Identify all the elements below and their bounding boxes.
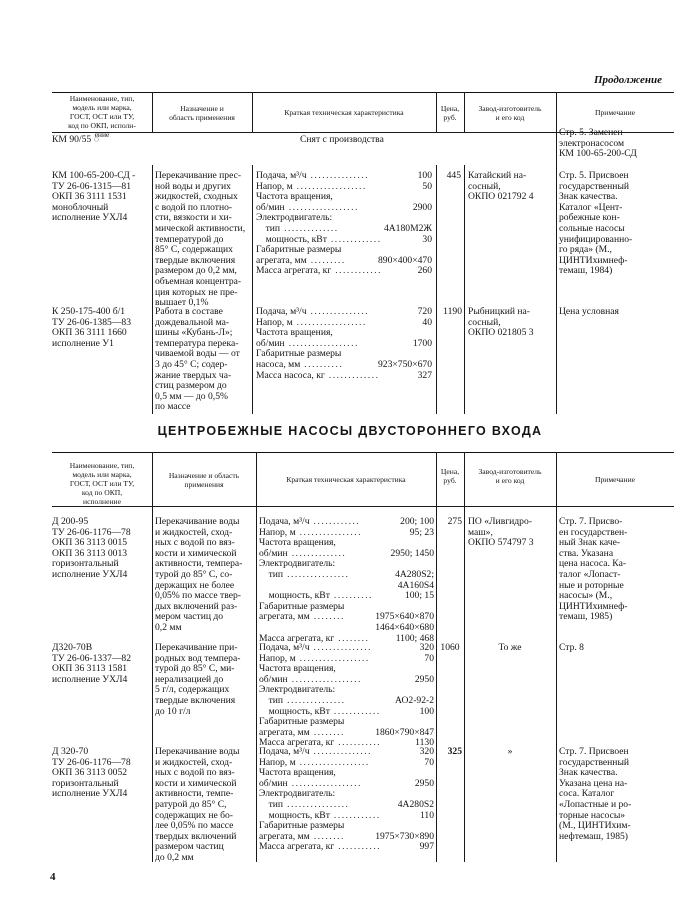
row-k250-spec [256, 307, 432, 381]
spec-label: Подача, м³/ч [259, 746, 310, 757]
spec-label: Масса агрегата, кг [259, 632, 335, 644]
header2-tech: Краткая техническая характеристика [286, 475, 406, 484]
spec-label: об/мин [259, 777, 288, 789]
spec-value: 30 [422, 233, 432, 245]
header-note: Примечание [594, 108, 636, 117]
spec-leader-dots: ............... [310, 306, 370, 317]
spec-leader-dots: ........ [313, 726, 345, 738]
spec-row [256, 307, 432, 318]
spec-label: агрегата, мм [259, 726, 310, 738]
spec-leader-dots: .................. [288, 201, 359, 213]
spec-label: Напор, м [259, 652, 296, 664]
spec-label: мощность, кВт [259, 590, 330, 602]
spec-leader-dots: ......... [310, 254, 346, 266]
spec-value: 890×400×470 [378, 254, 432, 266]
spec-label: Масса агрегата, кг [259, 841, 335, 853]
spec-value: 2950 [414, 777, 434, 789]
spec-leader-dots: ........ [313, 830, 345, 842]
spec-value: 95; 23 [409, 526, 434, 538]
header-purpose: Назначение и область применения [169, 104, 235, 122]
row-km9055-status: Снят с производства [300, 134, 384, 145]
spec-label: Подача, м³/ч [256, 170, 307, 181]
row-d200-note: Стр. 7. Присво- ен государствен- ный Знак каче- ства. Указана цена насоса. Ка- талог «Лопаст- ные и роторные насосы» (М., ЦИНТИхимнеф- темаш, 1985) [559, 516, 628, 623]
spec-value: 4А180М2Ж [383, 222, 432, 234]
table2-top-rule [52, 452, 674, 453]
spec-label: агрегата, мм [259, 611, 310, 623]
spec-value: 320 [419, 746, 434, 757]
spec-value: 327 [417, 369, 432, 381]
spec-leader-dots: ........ [313, 611, 345, 623]
spec-label: агрегата, мм [259, 830, 310, 842]
spec-row [256, 224, 432, 235]
table2-body-divider [464, 506, 465, 862]
spec-row [259, 800, 434, 811]
spec-leader-dots: ............... [310, 170, 370, 181]
spec-value: 720 [417, 306, 432, 317]
spec-leader-dots: ............ [335, 265, 383, 277]
spec-label: Частота вращения, [259, 663, 336, 675]
spec-value: 1860×790×847 [375, 726, 434, 738]
spec-label: мощность, кВт [256, 233, 327, 245]
spec-leader-dots: ............. [328, 369, 380, 381]
spec-row [259, 747, 434, 758]
table2-body-divider [256, 506, 257, 862]
spec-label: Масса агрегата, кг [259, 737, 335, 749]
spec-label: Частота вращения, [256, 191, 333, 203]
row-km100-price: 445 [446, 170, 461, 181]
spec-leader-dots: ........... [338, 737, 382, 749]
row-k250-purpose: Работа в составе дождевальной ма- шины «Кубань-Л»; температура перека- чиваемой воды — от 3 до 45° С; содер- жание твердых ча- стиц размером до 0,5 мм — до 0,5% по массе [155, 306, 240, 413]
spec-value: 4А280S2; [395, 568, 434, 580]
spec-leader-dots: ............ [313, 516, 361, 527]
spec-label: Электродвигатель: [256, 212, 333, 224]
spec-value: 40 [422, 316, 432, 328]
spec-leader-dots: .................. [299, 756, 370, 768]
spec-row [259, 643, 434, 654]
row-d320b-name: Д320-70В ТУ 26-06-1337—82 ОКП 36 3113 1581 исполнение УХЛ4 [52, 642, 132, 685]
row-d320-note: Стр. 7. Присвоен государственный Знак качества. Указана цена на- соса. Каталог «Лопастные и ро- торные насосы» (М., ЦИНТИхим- нефтемаш, 1985) [559, 746, 632, 842]
table1-body-divider [152, 165, 153, 414]
spec-label: Габаритные размеры [256, 244, 342, 256]
table1-body-divider [464, 165, 465, 414]
spec-label: мощность, кВт [259, 705, 330, 717]
spec-leader-dots: ................ [287, 568, 350, 580]
row-d320-maker: » [507, 746, 513, 757]
spec-leader-dots: .................. [296, 180, 367, 192]
spec-leader-dots: ............... [313, 746, 373, 757]
row-d200-price: 275 [447, 516, 462, 527]
spec-label: Напор, м [259, 756, 296, 768]
row-km100-purpose: Перекачивание прес- ной воды и других жидкостей, сходных с водой по плотно- сти, вязкости и хи- мической активности, температурой до 85° С, содержащих твердые включения размером до 0,2 мм, объемная концентра- ция которых не пре- вышает 0,1% [155, 170, 246, 309]
spec-row [259, 623, 434, 634]
spec-label: Частота вращения, [259, 537, 336, 549]
spec-row [256, 266, 432, 277]
row-d320b-note: Стр. 8 [559, 642, 584, 653]
row-k250-note: Цена условная [559, 306, 619, 317]
header2-maker: Завод-изготовитель и его код [478, 467, 542, 485]
spec-value: 1975×730×890 [375, 830, 434, 842]
spec-leader-dots: ................ [299, 526, 363, 538]
table2-body-divider [152, 506, 153, 862]
row-d320b-price: 1060 [440, 642, 460, 653]
spec-leader-dots: .................. [291, 673, 362, 685]
spec-value: 1975×640×870 [375, 611, 434, 623]
spec-value: 100 [417, 170, 432, 181]
spec-leader-dots: .......... [304, 358, 344, 370]
spec-label: тип [259, 694, 284, 706]
spec-label: об/мин [259, 673, 288, 685]
spec-label: Подача, м³/ч [259, 516, 310, 527]
spec-value: 997 [419, 841, 434, 853]
header2-purpose: Назначение и область применения [168, 471, 240, 489]
row-d200-purpose: Перекачивание воды и жидкостей, сход- ных с водой по вяз- кости и химической активности, темпера- турой до 85° С, со- держащих не более 0,05% по массе твер- дых включений раз- мером частиц до 0,2 мм [155, 516, 243, 633]
spec-value: 2950; 1450 [390, 547, 434, 559]
spec-value: 70 [424, 756, 434, 768]
spec-label: об/мин [259, 547, 288, 559]
row-k250-name: К 250-175-400 б/1 ТУ 26-06-1385—83 ОКП 36 3111 1660 исполнение У1 [52, 306, 132, 349]
table1-body-divider [436, 165, 437, 414]
row-d320-name: Д 320-70 ТУ 26-06-1176—78 ОКП 36 3113 0052 горизонтальный исполнение УХЛ4 [52, 746, 131, 800]
spec-value: 320 [419, 642, 434, 653]
row-d200-spec [259, 517, 434, 644]
spec-leader-dots: .................. [299, 652, 370, 664]
row-d320b-spec [259, 643, 434, 749]
spec-value: 70 [424, 652, 434, 664]
row-km100-name: КМ 100-65-200-СД - ТУ 26-06-1315—81 ОКП 36 3111 1531 моноблочный исполнение УХЛ4 [52, 170, 136, 224]
spec-label: Подача, м³/ч [259, 642, 310, 653]
spec-leader-dots: .................. [288, 337, 359, 349]
spec-value: 2950 [414, 673, 434, 685]
header-tech: Краткая техническая характеристика [284, 108, 404, 117]
spec-row [256, 360, 432, 371]
spec-label: мощность, кВт [259, 809, 330, 821]
spec-row [256, 171, 432, 182]
row-d320-purpose: Перекачивание воды и жидкостей, сход- ных с водой по вяз- кости и химической активности, темпе- ратурой до 85° С, содержащих не бо- лее 0,05% по массе твердых включений размером частиц до 0,2 мм [155, 746, 240, 863]
spec-label: об/мин [256, 201, 285, 213]
spec-label: агрегата, мм [256, 254, 307, 266]
spec-label: Частота вращения, [259, 767, 336, 779]
spec-label: Масса агрегата, кг [256, 265, 332, 277]
row-d320b-maker: То же [498, 642, 522, 653]
row-d320b-purpose: Перекачивание при- родных вод темпера- турой до 85° С, ми- нерализацией до 5 г/л, содержащих твердые включения до 10 г/л [155, 642, 241, 717]
row-km9055-note: Стр. 5. Заменен электронасосом КМ 100-65-200-СД [559, 127, 637, 160]
spec-leader-dots: .................. [291, 777, 362, 789]
spec-label: Электродвигатель: [259, 788, 336, 800]
spec-leader-dots: .............. [284, 222, 339, 234]
spec-row [256, 371, 432, 382]
row-km100-spec [256, 171, 432, 277]
spec-label: тип [259, 798, 284, 810]
row-k250-maker: Рыбницкий на- сосный, ОКПО 021805 3 [468, 306, 534, 339]
spec-leader-dots: ............ [333, 809, 381, 821]
spec-label: Напор, м [256, 316, 293, 328]
row-km100-maker: Катайский на- сосный, ОКПО 021792 4 [468, 170, 534, 203]
header2-note: Примечание [594, 475, 636, 484]
spec-value: 4А160S4 [397, 579, 434, 591]
spec-label: об/мин [256, 337, 285, 349]
section-title: ЦЕНТРОБЕЖНЫЕ НАСОСЫ ДВУСТОРОННЕГО ВХОДА [157, 424, 543, 438]
spec-leader-dots: .............. [291, 547, 347, 559]
header-maker: Завод-изготовитель и его код [478, 104, 542, 122]
spec-label: Подача, м³/ч [256, 306, 307, 317]
spec-value: 4А280S2 [397, 798, 434, 810]
spec-leader-dots: ............ [333, 705, 381, 717]
spec-leader-dots: ................ [287, 798, 350, 810]
header2-name: Наименование, тип, модель или марка, ГОСТ, ОСТ или ТУ, код по ОКП, исполнение [69, 461, 135, 506]
spec-value: 110 [419, 809, 434, 821]
spec-row [259, 570, 434, 581]
spec-leader-dots: ........ [338, 632, 370, 644]
spec-value: АО2-92-2 [395, 694, 434, 706]
spec-label: тип [259, 568, 284, 580]
spec-value: 2900 [412, 201, 432, 213]
header-name: Наименование, тип, модель или марка, ГОСТ, ОСТ или ТУ, код по ОКП, исполн- ение [68, 94, 136, 139]
spec-label: Габаритные размеры [256, 348, 342, 360]
table1-body-divider [252, 165, 253, 414]
spec-leader-dots: ............... [313, 642, 373, 653]
spec-leader-dots: .................. [296, 316, 367, 328]
spec-label: Напор, м [259, 526, 296, 538]
continuation-label: Продолжение [593, 74, 662, 86]
row-km100-note: Стр. 5. Присвоен государственный Знак качества. Каталог «Цент- робежные кон- сольные насосы унифицированно- го ряда» (М., ЦИНТИхимнеф- темаш, 1984) [559, 170, 633, 277]
spec-label: Габаритные размеры [259, 716, 345, 728]
spec-label: Частота вращения, [256, 327, 333, 339]
spec-label: насоса, мм [256, 358, 301, 370]
page-number: 4 [50, 871, 56, 883]
table2-header-rule [52, 506, 674, 507]
table2-body-divider [556, 506, 557, 862]
spec-value: 100; 15 [404, 590, 434, 602]
spec-value: 260 [417, 265, 432, 277]
row-d320-spec [259, 747, 434, 853]
spec-label: Масса насоса, кг [256, 369, 325, 381]
spec-row [259, 842, 434, 853]
spec-label: Габаритные размеры [259, 820, 345, 832]
spec-value: 1464×640×680 [375, 621, 434, 633]
table1-top-rule [52, 92, 674, 93]
spec-value: 50 [422, 180, 432, 192]
spec-value: 1100; 468 [395, 632, 434, 644]
spec-label: Электродвигатель: [259, 558, 336, 570]
table1-body-divider [556, 132, 557, 414]
spec-row [259, 517, 434, 528]
spec-label: Напор, м [256, 180, 293, 192]
table2-body-divider [436, 506, 437, 862]
row-d200-maker: ПО «Ливгидро- маш», ОКПО 574797 3 [468, 516, 534, 549]
spec-label: тип [256, 222, 281, 234]
spec-leader-dots: .......... [333, 590, 373, 602]
spec-value: 100 [419, 705, 434, 717]
spec-label: Электродвигатель: [259, 684, 336, 696]
row-k250-price: 1190 [443, 306, 462, 317]
spec-value: 1700 [412, 337, 432, 349]
spec-leader-dots: ............... [287, 694, 346, 706]
header2-price: Цена, руб. [440, 467, 460, 485]
row-d320-price: 325 [447, 746, 462, 757]
spec-value: 200; 100 [400, 516, 434, 527]
spec-leader-dots: ............. [330, 233, 382, 245]
row-d200-name: Д 200-95 ТУ 26-06-1176—78 ОКП 36 3113 0015 ОКП 36 3113 0013 горизонтальный исполнение УХЛ4 [52, 516, 131, 580]
spec-value: 1130 [415, 737, 434, 749]
header-price: Цена, руб. [440, 104, 460, 122]
spec-leader-dots: ........... [338, 841, 382, 853]
spec-label: Габаритные размеры [259, 600, 345, 612]
row-km9055-name: КМ 90/55 ◌ [52, 134, 100, 145]
spec-value: 923×750×670 [378, 358, 432, 370]
spec-row [259, 696, 434, 707]
